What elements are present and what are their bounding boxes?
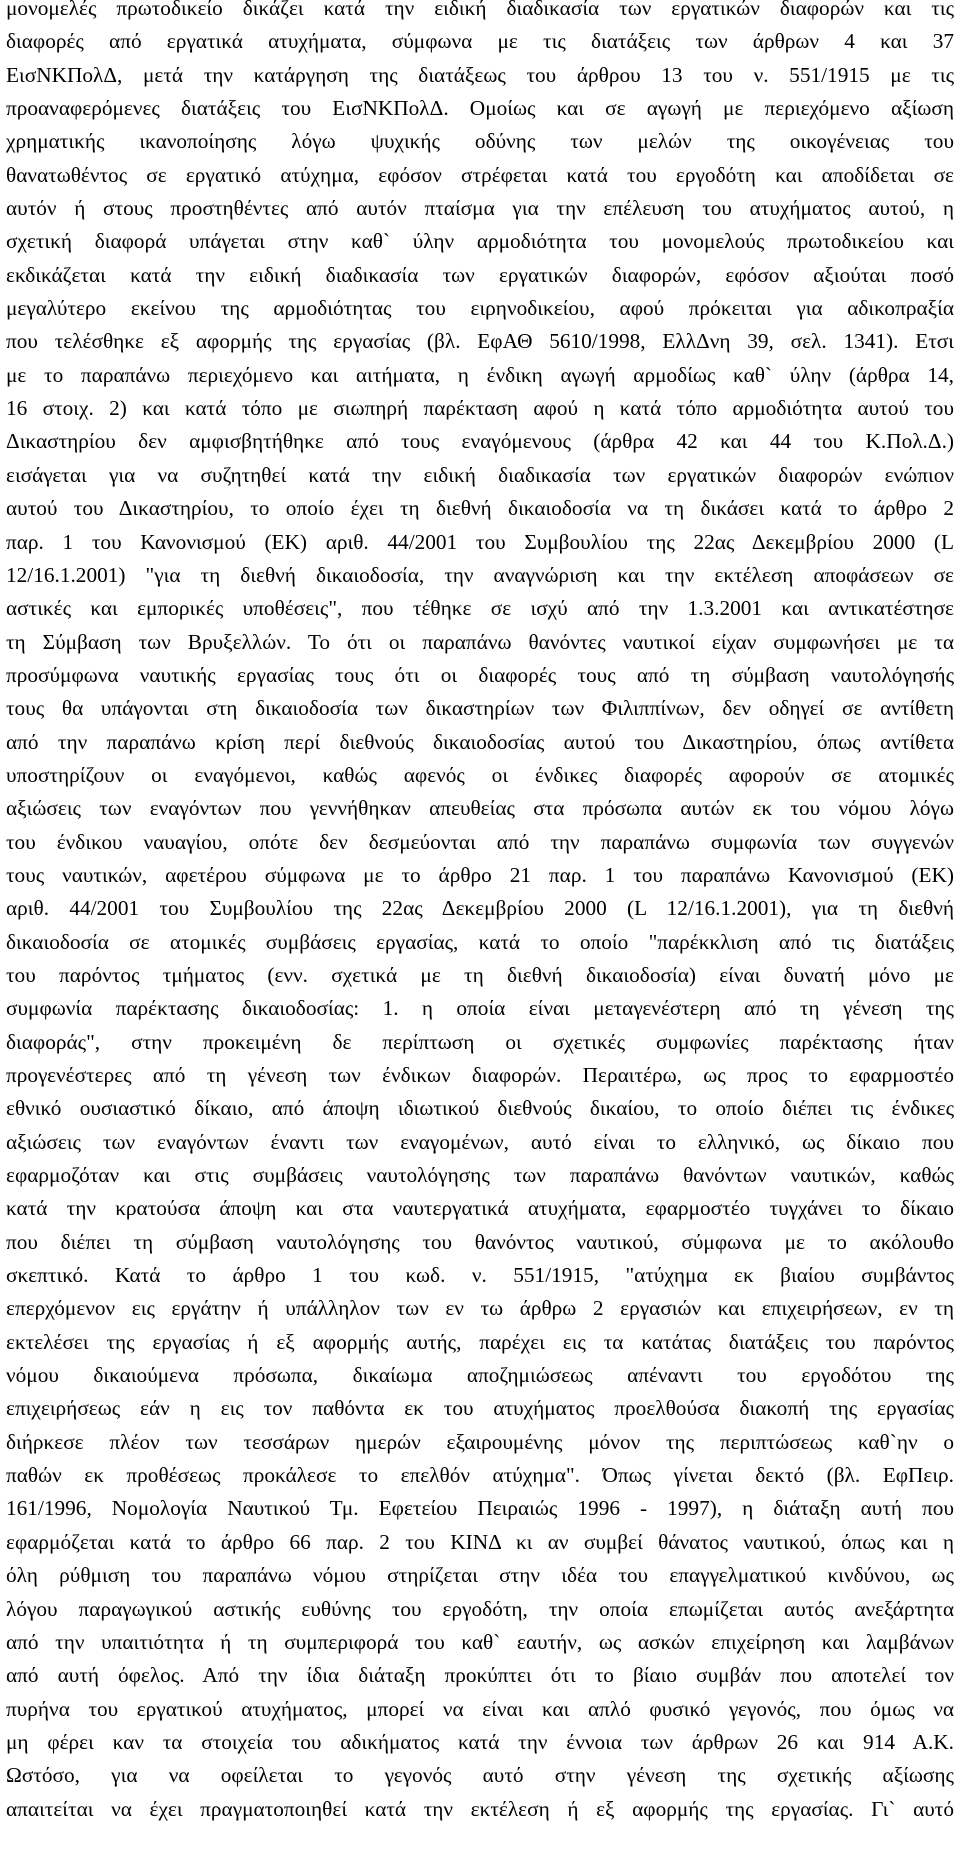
text-line: παρ. 1 του Κανονισμού (ΕΚ) αριθ. 44/2001 του Συμβουλίου της 22ας Δεκεμβρίου 2000 (L xyxy=(6,529,954,554)
text-line: από την υπαιτιότητα ή τη συμπεριφορά του καθ` εαυτήν, ως ασκών επιχείρηση και λαμβάνων xyxy=(6,1629,954,1654)
text-line: 161/1996, Νομολογία Ναυτικού Τμ. Εφετείου Πειραιώς 1996 - 1997), η διάταξη αυτή που xyxy=(6,1496,954,1521)
text-line: διαφορές από εργατικά ατυχήματα, σύμφωνα με τις διατάξεις των άρθρων 4 και 37 xyxy=(6,29,954,54)
text-line: μη φέρει καν τα στοιχεία του αδικήματος κατά την έννοια των άρθρων 26 και 914 Α.Κ. xyxy=(6,1729,954,1754)
text-line: εφαρμόζεται κατά το άρθρο 66 παρ. 2 του ΚΙΝΔ κι αν συμβεί θάνατος ναυτικού, όπως και η xyxy=(6,1529,954,1554)
text-line: που τελέσθηκε εξ αφορμής της εργασίας (βλ. ΕφΑΘ 5610/1998, ΕλλΔνη 39, σελ. 1341). Ετσι xyxy=(6,329,954,354)
text-line: τη Σύμβαση των Βρυξελλών. Το ότι οι παραπάνω θανόντες ναυτικοί είχαν συμφωνήσει με τα xyxy=(6,629,954,654)
text-line: από αυτή όφελος. Από την ίδια διάταξη προκύπτει ότι το βίαιο συμβάν που αποτελεί τον xyxy=(6,1663,954,1688)
text-line: προαναφερόμενες διατάξεις του ΕισΝΚΠολΔ. Ομοίως και σε αγωγή με περιεχόμενο αξίωση xyxy=(6,96,954,121)
text-line: επιχειρήσεως εάν η εις τον παθόντα εκ του ατυχήματος προελθούσα διακοπή της εργασίας xyxy=(6,1396,954,1421)
text-line: εκτελέσει της εργασίας ή εξ αφορμής αυτής, παρέχει εις τα κατάτας διατάξεις του παρόντος xyxy=(6,1329,954,1354)
text-line: όλη ρύθμιση του παραπάνω νόμου στηρίζεται στην ιδέα του επαγγελματικού κινδύνου, ως xyxy=(6,1563,954,1588)
text-line: λόγου παραγωγικού αστικής ευθύνης του εργοδότη, την οποία επωμίζεται αυτός ανεξάρτητα xyxy=(6,1596,954,1621)
text-line: τους θα υπάγονται στη δικαιοδοσία των δικαστηρίων των Φιλιππίνων, δεν οδηγεί σε αντίθετη xyxy=(6,696,954,721)
text-line: αριθ. 44/2001 του Συμβουλίου της 22ας Δεκεμβρίου 2000 (L 12/16.1.2001), για τη διεθνή xyxy=(6,896,954,921)
text-line: αυτόν ή στους προστηθέντες από αυτόν πταίσμα για την επέλευση του ατυχήματος αυτού, η xyxy=(6,196,954,221)
text-line: μονομελές πρωτοδικείο δικάζει κατά την ειδική διαδικασία των εργατικών διαφορών και τις xyxy=(6,0,954,20)
text-line: σκεπτικό. Κατά το άρθρο 1 του κωδ. ν. 551/1915, "ατύχημα εκ βιαίου συμβάντος xyxy=(6,1263,954,1288)
text-line: χρηματικής ικανοποίησης λόγω ψυχικής οδύνης των μελών της οικογένειας του xyxy=(6,129,954,154)
text-line: αξιώσεις των εναγόντων έναντι των εναγομένων, αυτό είναι το ελληνικό, ως δίκαιο που xyxy=(6,1129,954,1154)
text-line: προσύμφωνα ναυτικής εργασίας τους ότι οι διαφορές τους από τη σύμβαση ναυτολόγησής xyxy=(6,662,954,687)
text-line: δικαιοδοσία σε ατομικές συμβάσεις εργασίας, κατά το οποίο "παρέκκλιση από τις διατάξεις xyxy=(6,929,954,954)
text-line: του ένδικου ναυαγίου, οπότε δεν δεσμεύονται από την παραπάνω συμφωνία των συγγενών xyxy=(6,829,954,854)
text-line: Ωστόσο, για να οφείλεται το γεγονός αυτό στην γένεση της σχετικής αξίωσης xyxy=(6,1763,954,1788)
text-line: εφαρμοζόταν και στις συμβάσεις ναυτολόγησης των παραπάνω θανόντων ναυτικών, καθώς xyxy=(6,1163,954,1188)
text-line: διαφοράς", στην προκειμένη δε περίπτωση οι σχετικές συμφωνίες παρέκτασης ήταν xyxy=(6,1029,954,1054)
text-line: νόμου δικαιούμενα πρόσωπα, δικαίωμα αποζημιώσεως απέναντι του εργοδότου της xyxy=(6,1363,954,1388)
text-line: αυτού του Δικαστηρίου, το οποίο έχει τη διεθνή δικαιοδοσία να τη δικάσει κατά το άρθρο 2 xyxy=(6,496,954,521)
text-line: Δικαστηρίου δεν αμφισβητήθηκε από τους εναγόμενους (άρθρα 42 και 44 του Κ.Πολ.Δ.) xyxy=(6,429,954,454)
text-line: τους ναυτικών, αφετέρου σύμφωνα με το άρθρο 21 παρ. 1 του παραπάνω Κανονισμού (ΕΚ) xyxy=(6,862,954,887)
text-line: πυρήνα του εργατικού ατυχήματος, μπορεί να είναι και απλό φυσικό γεγονός, που όμως να xyxy=(6,1696,954,1721)
text-line: μεγαλύτερο εκείνου της αρμοδιότητας του ειρηνοδικείου, αφού πρόκειται για αδικοπραξία xyxy=(6,296,954,321)
text-line: που διέπει τη σύμβαση ναυτολόγησης του θανόντος ναυτικού, σύμφωνα με το ακόλουθο xyxy=(6,1229,954,1254)
text-line: κατά την κρατούσα άποψη και στα ναυτεργατικά ατυχήματα, εφαρμοστέο τυγχάνει το δίκαιο xyxy=(6,1196,954,1221)
text-line xyxy=(6,1826,954,1859)
text-line: θανατωθέντος σε εργατικό ατύχημα, εφόσον στρέφεται κατά του εργοδότη και αποδίδεται σε xyxy=(6,162,954,187)
text-line: εκδικάζεται κατά την ειδική διαδικασία των εργατικών διαφορών, εφόσον αξιούται ποσό xyxy=(6,262,954,287)
text-line: παθών εκ προθέσεως προκάλεσε το επελθόν ατύχημα". Όπως γίνεται δεκτό (βλ. ΕφΠειρ. xyxy=(6,1463,954,1488)
text-line: εισάγεται για να συζητηθεί κατά την ειδική διαδικασία των εργατικών διαφορών ενώπιον xyxy=(6,462,954,487)
text-line: με το παραπάνω περιεχόμενο και αιτήματα, η ένδικη αγωγή αρμοδίως καθ` ύλην (άρθρα 14, xyxy=(6,362,954,387)
text-line: προγενέστερες από τη γένεση των ένδικων διαφορών. Περαιτέρω, ως προς το εφαρμοστέο xyxy=(6,1063,954,1087)
text-line: 16 στοιχ. 2) και κατά τόπο με σιωπηρή παρέκταση αφού η κατά τόπο αρμοδιότητα αυτού του xyxy=(6,396,954,421)
document-page xyxy=(6,0,954,1821)
text-line: διήρκεσε πλέον των τεσσάρων ημερών εξαιρουμένης μόνον της περιπτώσεως καθ`ην ο xyxy=(6,1429,954,1454)
text-line: αξιώσεις των εναγόντων που γεννήθηκαν απευθείας στα πρόσωπα αυτών εκ του νόμου λόγω xyxy=(6,796,954,821)
text-line: αστικές και εμπορικές υποθέσεις", που τέθηκε σε ισχύ από την 1.3.2001 και αντικατέστησε xyxy=(6,596,954,621)
text-line: από την παραπάνω κρίση περί διεθνούς δικαιοδοσίας αυτού του Δικαστηρίου, όπως αντίθετα xyxy=(6,729,954,754)
text-line: εθνικό ουσιαστικό δίκαιο, από άποψη ιδιωτικού διεθνούς δικαίου, το οποίο διέπει τις ένδικες xyxy=(6,1096,954,1121)
text-line: επερχόμενον εις εργάτην ή υπάλληλον των εν τω άρθρω 2 εργασιών και επιχειρήσεων, εν τη xyxy=(6,1296,954,1321)
text-line: του παρόντος τμήματος (ενν. σχετικά με τη διεθνή δικαιοδοσία) είναι δυνατή μόνο με xyxy=(6,962,954,987)
text-line: ΕισΝΚΠολΔ, μετά την κατάργηση της διατάξεως του άρθρου 13 του ν. 551/1915 με τις xyxy=(6,62,954,87)
text-line: συμφωνία παρέκτασης δικαιοδοσίας: 1. η οποία είναι μεταγενέστερη από τη γένεση της xyxy=(6,996,954,1021)
text-line: 12/16.1.2001) "για τη διεθνή δικαιοδοσία, την αναγνώριση και την εκτέλεση αποφάσεων σε xyxy=(6,562,954,587)
text-line: απαιτείται να έχει πραγματοποιηθεί κατά την εκτέλεση ή εξ αφορμής της εργασίας. Γι` αυτό xyxy=(6,1796,954,1821)
text-line: υποστηρίζουν οι εναγόμενοι, καθώς αφενός οι ένδικες διαφορές αφορούν σε ατομικές xyxy=(6,762,954,787)
text-line: σχετική διαφορά υπάγεται στην καθ` ύλην αρμοδιότητα του μονομελούς πρωτοδικείου και xyxy=(6,229,954,254)
